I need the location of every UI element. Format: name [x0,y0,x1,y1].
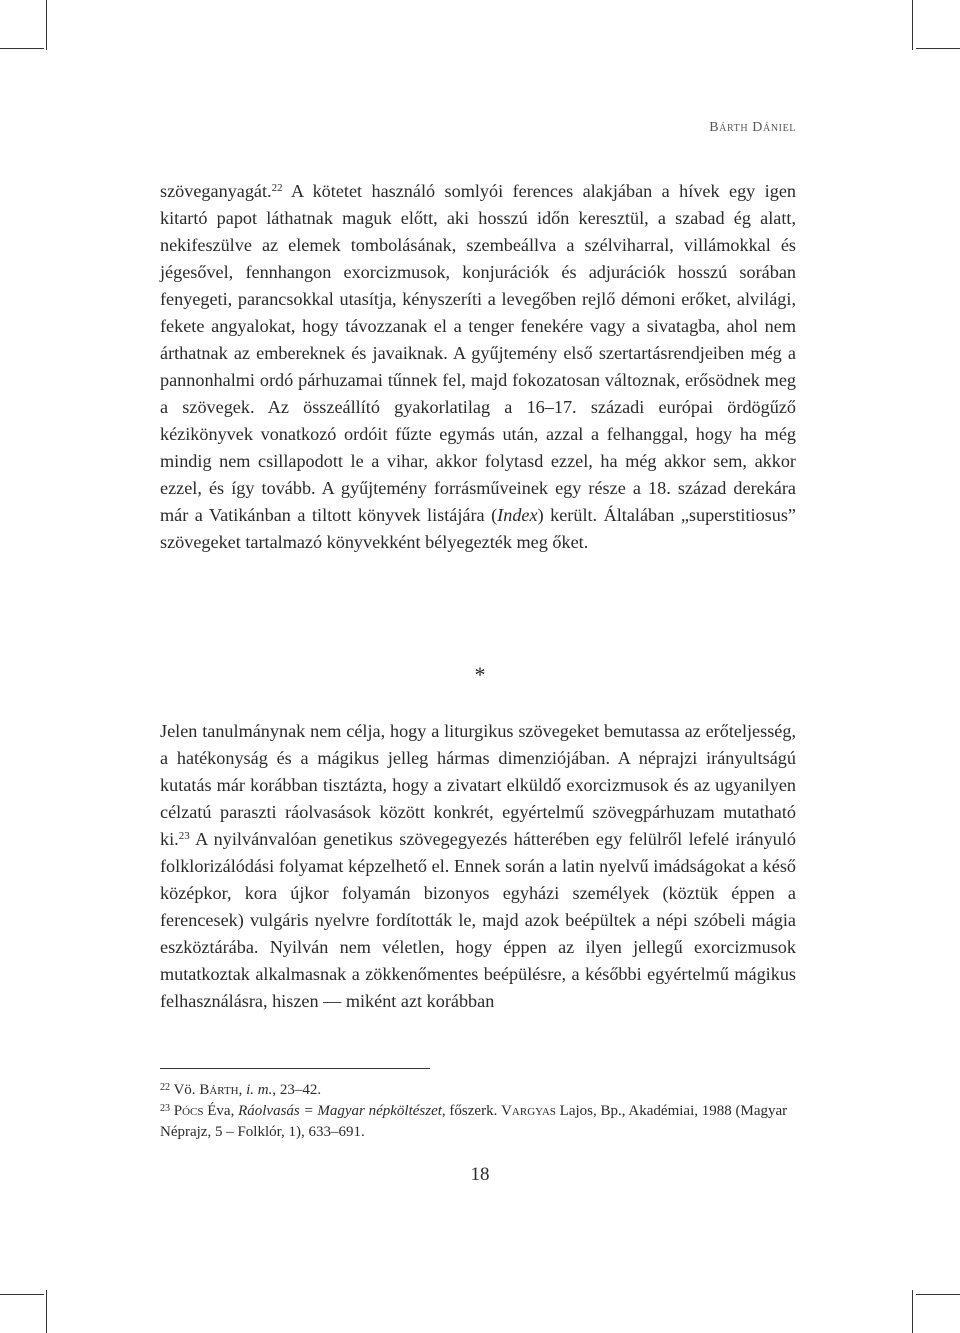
footnote-text: , főszerk. [441,1103,502,1119]
body-paragraph [160,718,796,1015]
footnote-number: 22 [160,1082,170,1093]
paragraph-text: A kötetet használó somlyói ferences alakjában a hívek egy igen kitartó papot láthatnak maguk előtt, aki hosszú időn keresztül, a szabad ég alatt, nekifeszülve az elemek tombolásának, szembeállva a szélviharral, villámokkal és jégesővel, fennhangon exorcizmusok, konjurációk és adjurációk hosszú sorában fenyegeti, parancsokkal utasítja, kényszeríti a levegőben rejlő démoni erőket, alvilági, fekete angyalokat, hogy távozzanak el a tenger fenekére vagy a sivatagba, ahol nem árthatnak az embereknek és javaiknak. A gyűjtemény első szertartásrendjeiben még a pannonhalmi ordó párhuzamai tűnnek fel, majd fokozatosan változnak, erősödnek meg a szövegek. Az összeállító gyakorlatilag a 16–17. századi európai ördögűző kézikönyvek vonatkozó ordóit fűzte egymás után, azzal a felhanggal, hogy ha még mindig nem csillapodott le a vihar, akkor folytasd ezzel, ha még akkor sem, akkor ezzel, és így tovább. A gyűjtemény forrásműveinek egy része a 18. század derekára már a Vatikánban a tiltott könyvek listájára ( [160,181,796,525]
crop-mark [912,1290,913,1333]
crop-mark [0,48,44,49]
paragraph-text: Jelen tanulmánynak nem célja, hogy a liturgikus szövegeket bemutassa az erőteljesség, a hatékonyság és a mágikus jelleg hármas dimenziójában. A néprajzi irányultságú kutatás már korábban tisztázta, hogy a zivatart elküldő exorcizmusok és az ugyanilyen célzatú paraszti ráolvasások között konkrét, egyértelmű szövegpárhuzam mutatható ki. [160,721,796,849]
italic-title: Ráolvasás = Magyar népköltészet [238,1103,442,1119]
footnote-text: , 23–42. [272,1082,322,1098]
author-name: Bárth [199,1082,239,1098]
footnotes [160,1080,796,1143]
crop-mark [46,1290,47,1333]
body-paragraph [160,178,796,556]
paragraph-text: szöveganyagát. [160,181,272,201]
footnote-text: Éva, [203,1103,239,1119]
footnote-rule [160,1068,430,1069]
crop-mark [46,0,47,50]
paragraph-text: A nyilvánvalóan genetikus szövegegyezés hátterében egy felülről lefelé irányuló folklorizálódási folyamat képzelhető el. Ennek során a latin nyelvű imádságokat a késő középkor, kora újkor folyamán bizonyos egyházi személyek (köztük éppen a ferencesek) vulgáris nyelvre fordították le, majd azok beépültek a népi szóbeli mágia eszköztárába. Nyilván nem véletlen, hogy éppen az ilyen jellegű exorcizmusok mutatkoztak alkalmasnak a zökkenőmentes beépülésre, a későbbi egyértelmű mágikus felhasználásra, hiszen — miként azt korábban [160,829,796,1011]
footnote-text: Lajos, Bp., Akadémiai, 1988 (Magyar Néprajz, 5 – Folklór, 1), 633–691. [160,1103,788,1140]
footnote-ref[interactable]: 22 [271,182,283,194]
page-number: 18 [470,1164,490,1185]
crop-mark [0,1294,44,1295]
editor-name: Vargyas [501,1103,556,1119]
author-name: Pócs [173,1103,204,1119]
crop-mark [912,0,913,50]
italic-term: i. m. [246,1082,273,1098]
footnote-ref[interactable]: 23 [178,830,190,842]
italic-term: Index [497,505,538,525]
footnote-text: , [238,1082,247,1098]
footnote-22 [160,1080,796,1101]
paragraph-text: ) került. Általában „superstitiosus” szövegeket tartalmazó könyvekként bélyegezték meg őket. [160,505,796,552]
footnote-text: Vö. [170,1082,200,1098]
crop-mark [916,1294,960,1295]
footnote-number: 23 [160,1103,170,1114]
running-head: Bárth Dániel [709,120,796,135]
section-separator: * [474,662,486,687]
crop-mark [916,48,960,49]
footnote-23 [160,1101,796,1143]
